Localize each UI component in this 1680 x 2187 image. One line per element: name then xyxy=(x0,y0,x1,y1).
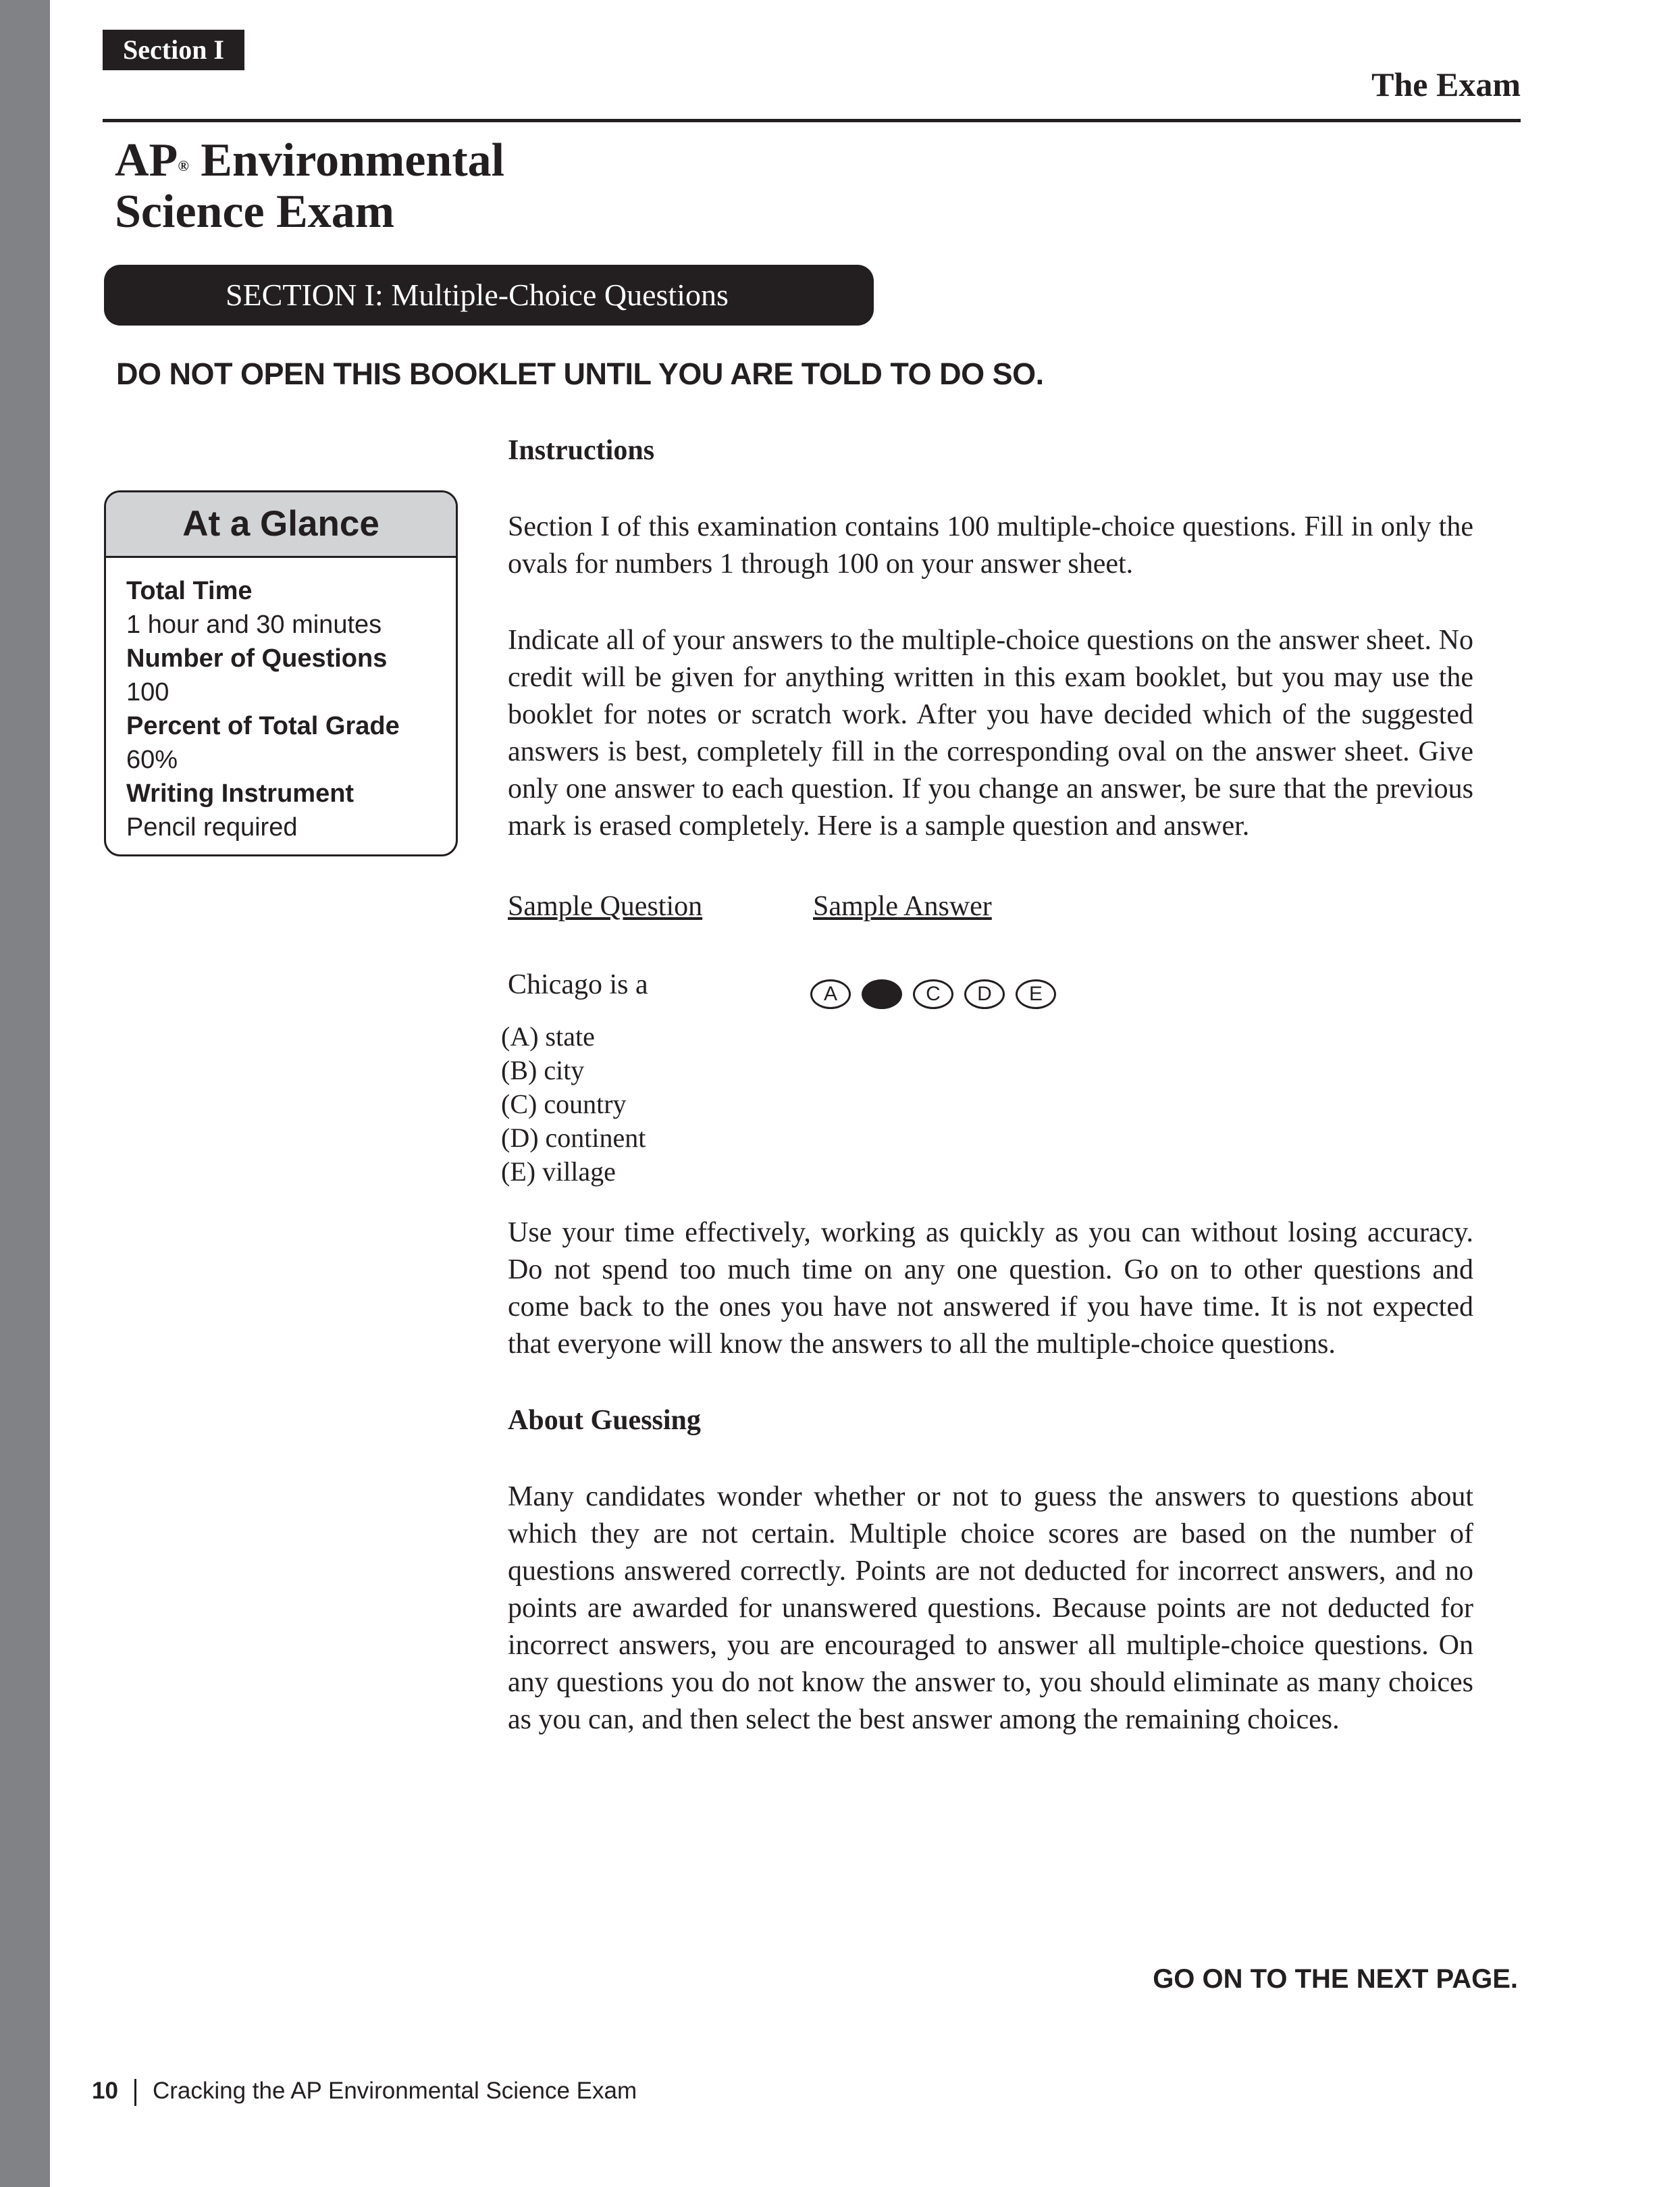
title-ap: AP xyxy=(115,134,178,186)
choice-item: (C) country xyxy=(501,1089,627,1119)
glance-label: Total Time xyxy=(126,577,253,605)
footer-divider xyxy=(134,2079,136,2106)
running-header-title: The Exam xyxy=(1371,66,1521,103)
glance-label: Number of Questions xyxy=(126,644,388,673)
instructions-paragraph-2: Indicate all of your answers to the multiple-choice questions on the answer sheet. No credit will be given for anything written in this exam booklet, but you may use the booklet for notes or scratch work. After you have decided which of the suggested answers is best, completely fill in the corresponding oval on the answer sheet. Give only one answer to each question. If you change an answer, be sure that the previous mark is erased completely. Here is a sample question and answer. xyxy=(508,625,1473,842)
glance-body xyxy=(106,558,456,844)
glance-value: 60% xyxy=(126,746,178,774)
guessing-paragraph: Many candidates wonder whether or not to guess the answers to questions about which they are not certain. Multiple choice scores are based on the number of questions answered correctly. Points are not deducted for incorrect answers, and no points are awarded for unanswered questions. Because points are not deducted for incorrect answers, you are encouraged to answer all multiple-choice questions. On any questions you do not know the answer to, you should eliminate as many choices as you can, and then select the best answer among the remaining choices. xyxy=(508,1481,1473,1735)
sample-question-label: Sample Question xyxy=(508,891,703,922)
answer-bubble-c: C xyxy=(913,979,953,1009)
glance-title: At a Glance xyxy=(106,492,456,558)
sample-answer-bubbles xyxy=(810,979,1067,1009)
lower-column xyxy=(508,1214,1473,1739)
page-number: 10 xyxy=(92,2078,118,2104)
instructions-column xyxy=(508,432,1473,845)
instructions-paragraph-3: Use your time effectively, working as quickly as you can without losing accuracy. Do not spend too much time on any one question. Go on to other questions and come back to the ones you have not answered if you have time. It is not expected that everyone will know the answers to all the multiple-choice questions. xyxy=(508,1217,1473,1360)
glance-value: Pencil required xyxy=(126,813,298,842)
go-on-next-page: GO ON TO THE NEXT PAGE. xyxy=(1153,1964,1518,1994)
section-tab: Section I xyxy=(103,30,244,70)
glance-label: Writing Instrument xyxy=(126,779,355,808)
header-rule xyxy=(103,119,1521,122)
sample-question-text: Chicago is a xyxy=(508,969,648,1000)
page-footer xyxy=(92,2078,637,2106)
side-margin-bar xyxy=(0,0,50,2187)
choice-item: (A) state xyxy=(501,1021,595,1052)
guessing-heading: About Guessing xyxy=(508,1405,701,1436)
answer-bubble-e: E xyxy=(1016,979,1056,1009)
answer-bubble-a: A xyxy=(810,979,851,1009)
glance-value: 100 xyxy=(126,678,169,706)
title-line1-rest: Environmental xyxy=(188,134,505,186)
glance-label: Percent of Total Grade xyxy=(126,712,400,740)
sample-answer-label: Sample Answer xyxy=(813,891,992,922)
warning-text: DO NOT OPEN THIS BOOKLET UNTIL YOU ARE TOLD TO DO SO. xyxy=(116,357,1044,391)
sample-choices xyxy=(501,1020,646,1189)
instructions-heading: Instructions xyxy=(508,435,655,466)
instructions-paragraph-1: Section I of this examination contains 100 multiple-choice questions. Fill in only the ovals for numbers 1 through 100 on your answer sheet. xyxy=(508,511,1473,580)
footer-book-title: Cracking the AP Environmental Science Exam xyxy=(152,2078,637,2104)
exam-title xyxy=(115,135,504,238)
glance-value: 1 hour and 30 minutes xyxy=(126,611,382,639)
section-banner: SECTION I: Multiple-Choice Questions xyxy=(104,265,874,326)
answer-bubble-b-filled: B xyxy=(862,979,902,1009)
choice-item: (E) village xyxy=(501,1156,616,1187)
answer-bubble-d: D xyxy=(964,979,1005,1009)
registered-mark: ® xyxy=(178,157,189,174)
choice-item: (D) continent xyxy=(501,1123,646,1153)
choice-item: (B) city xyxy=(501,1055,585,1085)
at-a-glance-box xyxy=(104,490,458,856)
title-line2: Science Exam xyxy=(115,186,395,238)
